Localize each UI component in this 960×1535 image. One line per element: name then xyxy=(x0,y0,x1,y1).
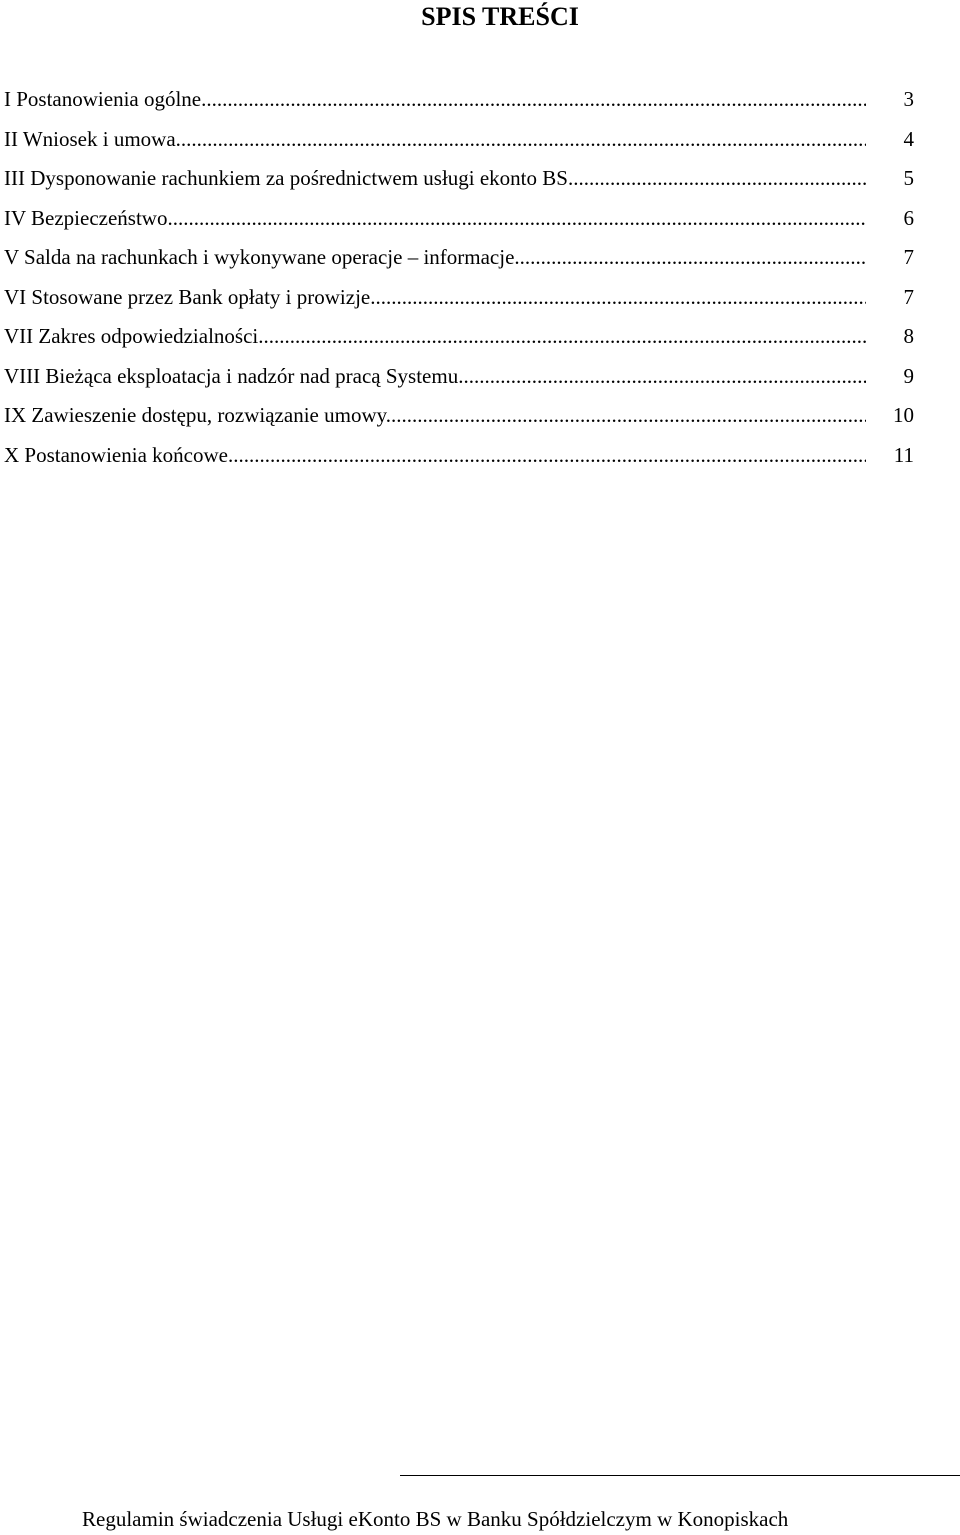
toc-entry-page: 9 xyxy=(903,363,914,388)
toc-entry-label: III Dysponowanie rachunkiem za pośrednictwem usługi ekonto BS ..... xyxy=(4,159,866,199)
toc-entry[interactable] xyxy=(4,396,914,436)
page-footer: Regulamin świadczenia Usługi eKonto BS w Banku Spółdzielczym w Konopiskach xyxy=(82,1507,789,1531)
toc-entry-label: IV Bezpieczeństwo ..... xyxy=(4,199,866,239)
toc-entry-label: VII Zakres odpowiedzialności ..... xyxy=(4,317,866,357)
toc-entry-label: IX Zawieszenie dostępu, rozwiązanie umowy ..... xyxy=(4,396,866,436)
toc-entry-label: V Salda na rachunkach i wykonywane operacje – informacje ..... xyxy=(4,238,866,278)
toc-entry-label: X Postanowienia końcowe ..... xyxy=(4,436,866,476)
toc-entry[interactable] xyxy=(4,238,914,278)
toc-entry[interactable] xyxy=(4,159,914,199)
toc-entry[interactable] xyxy=(4,199,914,239)
toc-entry-page: 7 xyxy=(903,284,914,309)
toc-entry[interactable] xyxy=(4,357,914,397)
toc-entry[interactable] xyxy=(4,317,914,357)
toc-entry-label: VIII Bieżąca eksploatacja i nadzór nad pracą Systemu ..... xyxy=(4,357,866,397)
table-of-contents xyxy=(4,80,914,475)
toc-entry-page: 6 xyxy=(903,205,914,230)
toc-entry[interactable] xyxy=(4,120,914,160)
footer-divider xyxy=(400,1475,960,1476)
toc-entry[interactable] xyxy=(4,80,914,120)
toc-entry-page: 3 xyxy=(903,87,914,111)
toc-entry-page: 10 xyxy=(893,403,914,427)
toc-entry[interactable] xyxy=(4,436,914,476)
toc-entry-page: 4 xyxy=(903,126,914,151)
toc-entry-page: 7 xyxy=(903,245,914,269)
toc-entry-page: 8 xyxy=(903,324,914,348)
toc-entry-page: 11 xyxy=(893,442,914,467)
page-title: SPIS TREŚCI xyxy=(421,2,579,31)
toc-entry-label: II Wniosek i umowa ..... xyxy=(4,120,866,160)
toc-entry-label: VI Stosowane przez Bank opłaty i prowizje ..... xyxy=(4,278,866,318)
toc-entry[interactable] xyxy=(4,278,914,318)
toc-entry-label: I Postanowienia ogólne ..... xyxy=(4,80,866,120)
toc-entry-page: 5 xyxy=(903,166,914,190)
